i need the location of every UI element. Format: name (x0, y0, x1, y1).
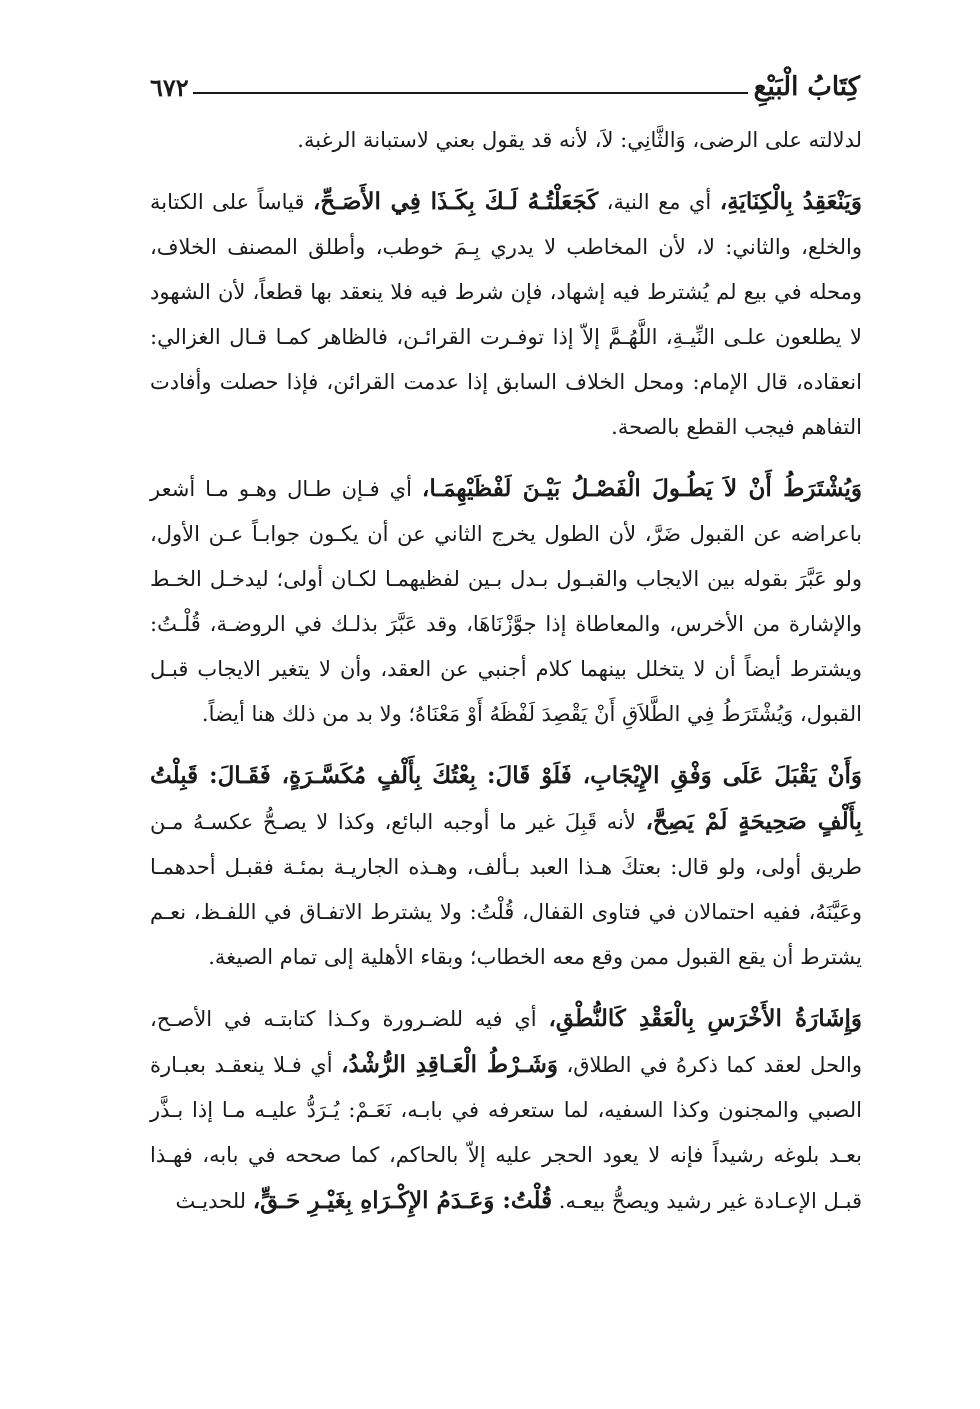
commentary-text: أي فيه للضـرورة وكـذا كتابتـه في الأصـح، والحل لعقد كما ذكرهُ في الطلاق، (150, 1007, 862, 1077)
matn-text: وَإِشَارَةُ الأَخْرَسِ بِالْعَقْدِ كَالنُّطْقِ، (548, 1005, 862, 1032)
paragraph (150, 996, 862, 1224)
body-text (150, 118, 862, 1224)
paragraph (150, 118, 862, 163)
running-header (150, 62, 860, 102)
commentary-text: لأنه قَبِلَ غير ما أوجبه البائع، وكذا لا يصـحُّ عكسـهُ مـن طريق أولى، ولو قال: بعتكَ هـذا العبد بـألف، وهـذه الجاريـة بمئـة فقبـل أحدهمـا وعَيَّنَهُ، ففيه احتمالان في فتاوى القفال، قُلْتُ: ولا يشترط الاتفـاق في اللفـظ، نعـم يشترط أن يقع القبول ممن وقع معه الخطاب؛ وبقاء الأهلية إلى تمام الصيغة. (150, 810, 862, 969)
commentary-text: أي فـلا ينعقـد بعبـارة الصبي والمجنون وكذا السفيه، لما ستعرفه في بابـه، نَعَـمْ: يُـرَدُّ عليـه مـا إذا بـذَّر بعـد بلوغه رشيداً فإنه لا يعود الحجر عليه إلاّ بالحاكم، كما صححه في بابه، فهـذا قبـل الإعـادة غير رشيد ويصحُّ بيعـه. (150, 1053, 862, 1213)
header-rule (193, 92, 748, 94)
matn-text: وَيَنْعَقِدُ بِالْكِنَايَةِ، (719, 188, 862, 215)
matn-text: قُلْتُ: وَعَـدَمُ الإِكْـرَاهِ بِغَيْـرِ حَـقٍّ، (252, 1187, 553, 1214)
commentary-text: قياساً على الكتابة والخلع، والثاني: لا، لأن المخاطب لا يدري بِـمَ خوطب، وأطلق المصنف الخلاف، ومحله في بيع لم يُشترط فيه إشهاد، فإن شرط فيه فلا ينعقد بها قطعاً، لأن الشهود لا يطلعون علـى النِّيـةِ، اللَّهُـمَّ إلاّ إذا توفـرت القرائـن، فالظاهر كمـا قـال الغزالي: انعقاده، قال الإمام: ومحل الخلاف السابق إذا عدمت القرائن، فإذا حصلت وأفادت التفاهم فيجب القطع بالصحة. (150, 190, 862, 439)
header-title: كِتَابُ الْبَيْعِ (753, 72, 860, 102)
paragraph (150, 753, 862, 980)
matn-text: وَشَـرْطُ الْعَـاقِدِ الرُّشْدُ، (341, 1051, 558, 1078)
matn-text: وَأَنْ يَقْبَلَ عَلَى وَفْقِ الإِيْجَابِ، فَلَوْ قَالَ: بِعْتُكَ بِأَلْفٍ مُكَسَّـرَةٍ، فَقَـالَ: قَبِلْتُ بِأَلْفٍ صَحِيحَةٍ لَمْ يَصِحَّ، (150, 762, 862, 835)
matn-text: كَجَعَلْتُـهُ لَـكَ بِكَـذَا فِي الأَصَـحِّ، (312, 188, 599, 215)
paragraph (150, 466, 862, 737)
page-number: ٦٧٢ (150, 73, 189, 102)
commentary-text: للحديـث (175, 1189, 253, 1213)
commentary-text: أي فـإن طـال وهـو مـا أشعر باعراضه عن القبول ضَرَّ، لأن الطول يخرج الثاني عن أن يكـون جوابـاً عـن الأول، ولو عَبَّرَ بقوله بين الايجاب والقبـول بـدل بـين لفظيهمـا لكـان أولى؛ ليدخـل الخـط والإشارة من الأخرس، والمعاطاة إذا جوَّزْنَاهَا، وقد عَبَّرَ بذلـك في الروضـة، قُلْـتُ: ويشترط أيضاً أن لا يتخلل بينهما كلام أجنبي عن العقد، وأن لا يتغير الايجاب قبـل القبول، وَيُشْتَرَطُ فِي الطَّلاَقِ أَنْ يَقْصِدَ لَفْظَهُ أَوْ مَعْنَاهُ؛ ولا بد من ذلك هنا أيضاً. (150, 477, 862, 726)
paragraph (150, 179, 862, 450)
commentary-text: لدلالته على الرضى، وَالثَّانِي: لاَ، لأنه قد يقول بعني لاستبانة الرغبة. (297, 128, 862, 152)
commentary-text: أي مع النية، (598, 190, 720, 214)
matn-text: وَيُشْتَرَطُ أَنْ لاَ يَطُـولَ الْفَصْـلُ بَيْـنَ لَفْظَيْهِمَـا، (421, 475, 862, 502)
